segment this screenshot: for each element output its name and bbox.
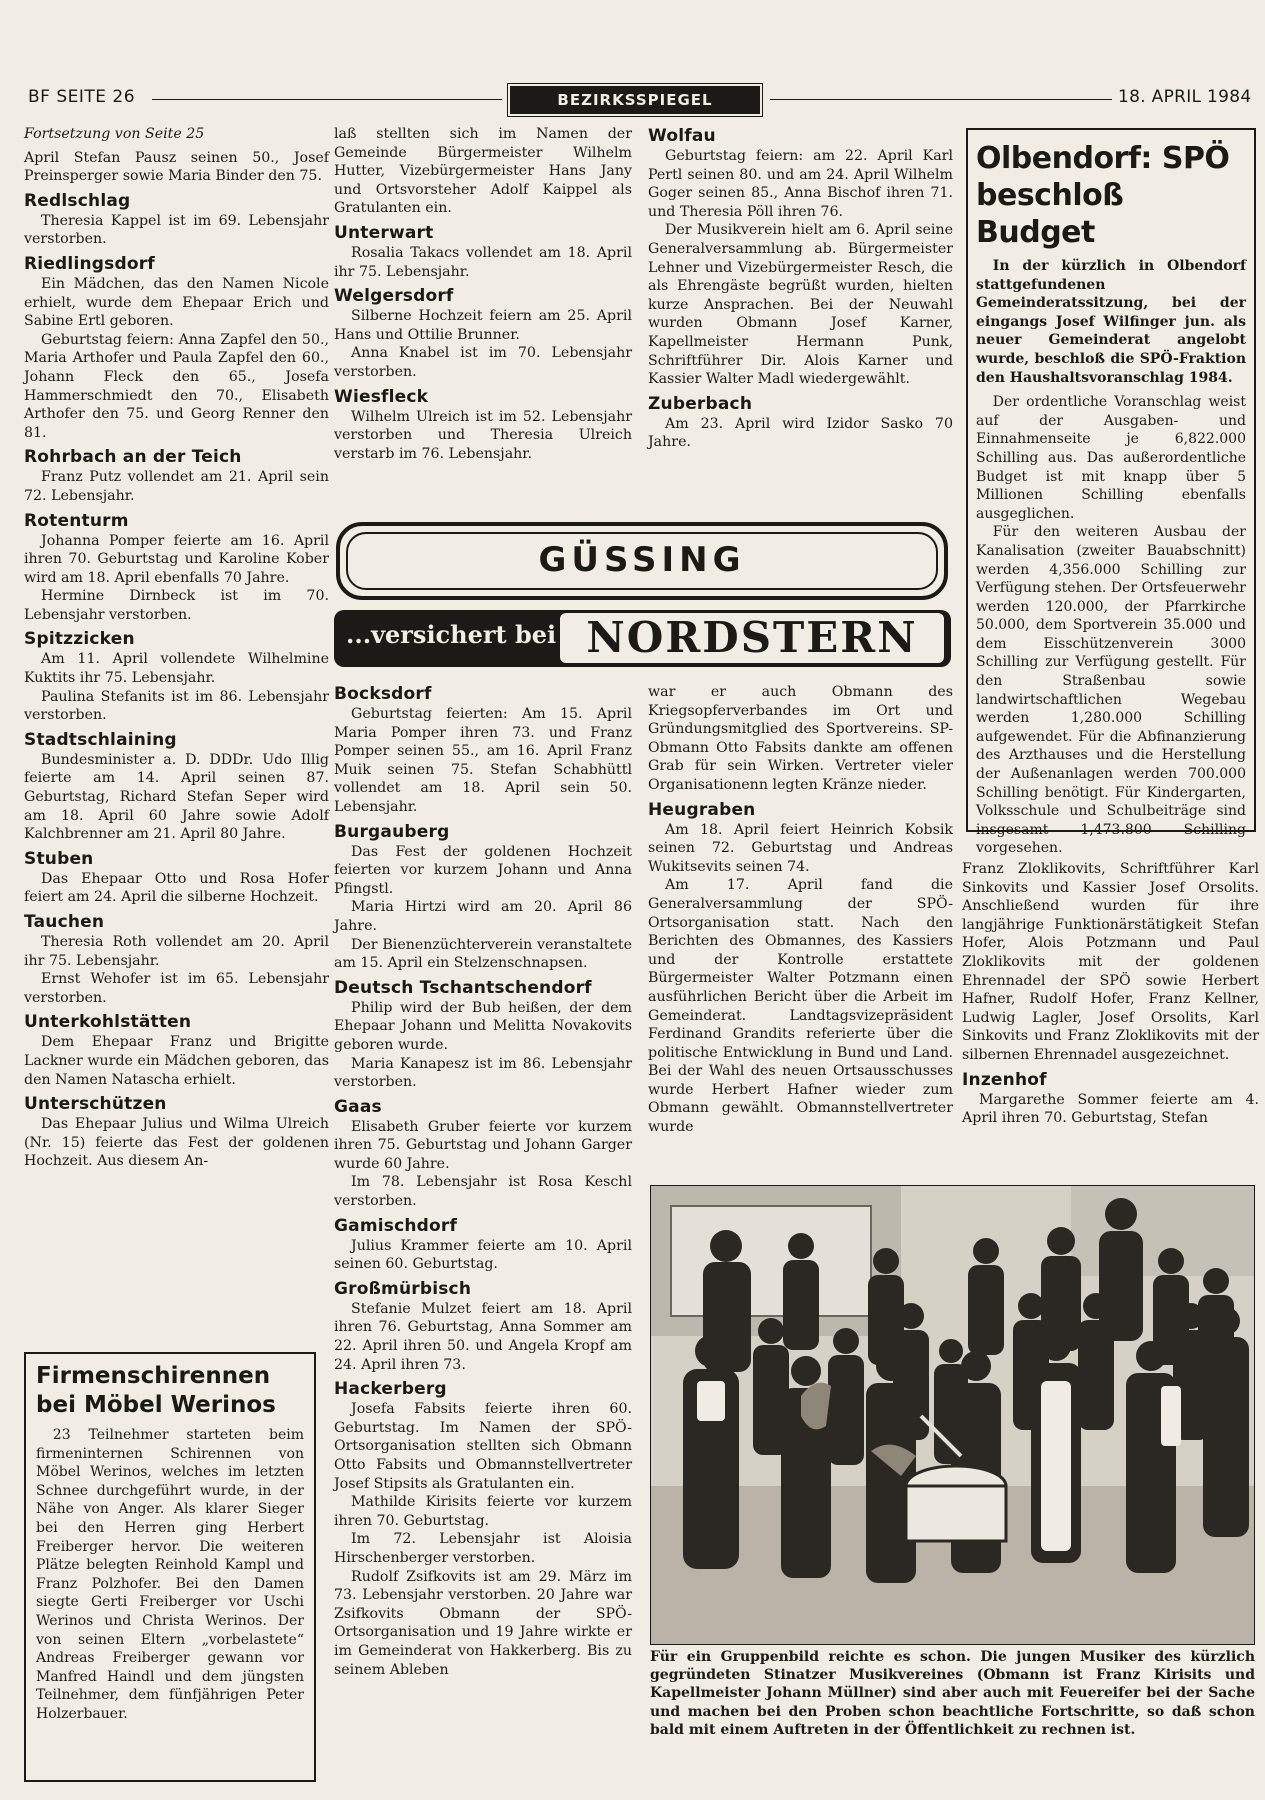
place-heading: Riedlingsdorf: [24, 253, 155, 274]
column-3: [648, 125, 953, 452]
continuation-note: Fortsetzung von Seite 25: [24, 126, 205, 142]
article-paragraph: Paulina Stefanits ist im 86. Lebensjahr verstorben.: [24, 688, 329, 724]
article-paragraph: Das Fest der goldenen Hochzeit feierten vor kurzem Johann und Anna Pfingstl.: [334, 843, 632, 897]
place-heading: Tauchen: [24, 912, 105, 932]
article-paragraph: Am 18. April feiert Heinrich Kobsik seinen 72. Geburtstag und Andreas Wukitsevits seinen 74.: [648, 821, 953, 875]
article-paragraph: Maria Kanapesz ist im 86. Lebensjahr verstorben.: [334, 1055, 632, 1091]
issue-date: 18. APRIL 1984: [1118, 87, 1252, 107]
place-heading: Burgauberg: [334, 821, 450, 842]
article-paragraph: Johanna Pomper feierte am 16. April ihren 70. Geburtstag und Karoline Kober wird am 18. April ebenfalls 70 Jahre.: [24, 532, 329, 586]
page-label: BF SEITE 26: [28, 87, 136, 107]
article-paragraph: Stefanie Mulzet feiert am 18. April ihren 76. Geburtstag, Anna Sommer am 22. April ihren 50. und Angela Kropf am 24. April ihren 73.: [334, 1300, 632, 1373]
article-paragraph: Am 23. April wird Izidor Sasko 70 Jahre.: [648, 415, 953, 451]
place-heading: Wolfau: [648, 126, 716, 146]
article-paragraph: Der ordentliche Voranschlag weist auf der Ausgaben- und Einnahmenseite je 6,822.000 Schilling aus. Das außerordentliche Budget ist mit knapp über 5 Millionen Schilling ebenfalls ausgeglichen.: [976, 394, 1246, 522]
article-paragraph: Der Musikverein hielt am 6. April seine Generalversammlung ab. Bürgermeister Lehner und Vizebürgermeister Resch, die als Ehrengäste begrüßt wurden, hielten kurze Ansprachen. Bei der Neuwahl wurden Obmann Josef Karner, Kapellmeister Hermann Punk, Schriftführer Dir. Alois Karner und Kassier Walter Madl wiedergewählt.: [648, 222, 953, 388]
article-paragraph: April Stefan Pausz seinen 50., Josef Preinsperger sowie Maria Binder den 75.: [24, 149, 329, 185]
place-heading: Unterschützen: [24, 1094, 167, 1115]
column-1: [24, 125, 329, 1171]
article-paragraph: Das Ehepaar Julius und Wilma Ulreich (Nr. 15) feierte das Fest der goldenen Hochzeit. Aus diesem An-: [24, 1116, 329, 1170]
ad-bar: [334, 610, 951, 667]
header-rule-left: [152, 99, 502, 100]
column-2: [334, 125, 632, 463]
article-paragraph: Theresia Kappel ist im 69. Lebensjahr verstorben.: [24, 212, 329, 248]
group-photo: [650, 1185, 1255, 1645]
article-paragraph: laß stellten sich im Namen der Gemeinde Bürgermeister Wilhelm Hutter, Vizebürgermeister Hans Jany und Ortsvorsteher Adolf Kaippel als Gratulanten ein.: [334, 126, 632, 217]
article-paragraph: Geburtstag feiern: am 22. April Karl Pertl seinen 80. und am 24. April Wilhelm Goger seinen 85., Anna Bischof ihren 71. und Theresia Pöll ihren 76.: [648, 148, 953, 220]
article-paragraph: Ernst Wehofer ist im 65. Lebensjahr verstorben.: [24, 971, 329, 1006]
place-heading: Heugraben: [648, 799, 756, 820]
place-heading: Spitzzicken: [24, 629, 135, 650]
article-paragraph: 23 Teilnehmer starteten beim firmeninternen Schirennen von Möbel Werinos, welches im letzten Schnee durchgeführt wurde, in der Nähe von Anger. Als klarer Sieger bei den Herren ging Herbert Freiberger hervor. Die weiteren Plätze belegten Reinhold Kampl und Franz Polzhofer. Bei den Damen siegte Gerti Freiberger vor Uschi Werinos und Christa Werinos. Der von seinen Eltern „vorbelastete“ Andreas Freiberger gewann vor Manfred Haindl und dem jüngsten Teilnehmer, dem fünfjährigen Peter Holzerbauer.: [36, 1427, 304, 1722]
article-paragraph: Anna Knabel ist im 70. Lebensjahr verstorben.: [334, 345, 632, 380]
article-paragraph: Im 72. Lebensjahr ist Aloisia Hirschenberger verstorben.: [334, 1531, 632, 1566]
article-paragraph: Im 78. Lebensjahr ist Rosa Keschl verstorben.: [334, 1174, 632, 1210]
place-heading: Stadtschlaining: [24, 729, 177, 750]
article-paragraph: war er auch Obmann des Kriegsopferverbandes im Ort und Gründungsmitglied des Sportvereins. SP-Obmann Otto Fabsits dankte am offenen Grab für sein Wirken. Vertreter vieler Organisationenn legten Kränze nieder.: [648, 684, 953, 793]
header-rule-right: [770, 99, 1112, 100]
ad-tagline: ...versichert bei: [346, 620, 557, 649]
article-paragraph: Für den weiteren Ausbau der Kanalisation (zweiter Bauabschnitt) werden 4,356.000 Schilling zur Verfügung stehen. Der Ortsfeuerwehr werden 120.000, der Pfarrkirche 50.000, dem Sportverein 35.000 und dem Eisschützenverein 3000 Schilling zur Verfügung gestellt. Für den Straßenbau sowie landwirtschaftlichen Wegebau werden 1,280.000 Schilling aufgewendet. Für die Abfinanzierung des Arzthauses und die Herstellung der Außenanlagen werden 700.000 Schilling benötigt. Für Kindergarten, Volksschule und Schulbeiträge sind insgesamt 1,473.800 Schilling vorgesehen.: [976, 524, 1246, 857]
place-heading: Redlschlag: [24, 190, 131, 211]
article-paragraph: Der Bienenzüchterverein veranstaltete am 15. April ein Stelzenschnapsen.: [334, 936, 632, 972]
article-paragraph: Julius Krammer feierte am 10. April seinen 60. Geburtstag.: [334, 1237, 632, 1273]
place-heading: Wiesfleck: [334, 386, 429, 407]
group-photo-image: [651, 1186, 1255, 1645]
place-heading: Hackerberg: [334, 1379, 447, 1400]
place-heading: Gaas: [334, 1096, 382, 1117]
article-paragraph: Rosalia Takacs vollendet am 18. April ihr 75. Lebensjahr.: [334, 244, 632, 280]
place-heading: Rohrbach an der Teich: [24, 447, 242, 468]
box-title: Olbendorf: SPÖ beschloß Budget: [976, 141, 1230, 250]
box-title: Firmenschirennen bei Möbel Werinos: [36, 1363, 276, 1418]
article-paragraph: Am 11. April vollendete Wilhelmine Kuktits ihr 75. Lebensjahr.: [24, 651, 329, 687]
box-lead: In der kürzlich in Olbendorf stattgefundenen Gemeinderatssitzung, bei der eingangs Josef Wilfinger jun. als neuer Gemeinderat angelobt wurde, beschloß die SPÖ-Fraktion den Haushaltsvoranschlag 1984.: [976, 258, 1246, 386]
article-paragraph: Mathilde Kirisits feierte vor kurzem ihren 70. Geburtstag.: [334, 1494, 632, 1529]
article-paragraph: Theresia Roth vollendet am 20. April ihr 75. Lebensjahr.: [24, 934, 329, 969]
article-paragraph: Ein Mädchen, das den Namen Nicole erhielt, wurde dem Ehepaar Erich und Sabine Ertl geboren.: [24, 275, 329, 330]
article-paragraph: Philip wird der Bub heißen, der dem Ehepaar Johann und Melitta Novakovits geboren wurde.: [334, 999, 632, 1053]
column-4-lower: [962, 860, 1259, 1128]
ad-brand: NORDSTERN: [560, 613, 944, 663]
nordstern-ad: [334, 522, 951, 667]
place-heading: Inzenhof: [962, 1069, 1047, 1090]
ad-region: GÜSSING: [346, 532, 938, 590]
place-heading: Stuben: [24, 848, 94, 869]
firmenschirennen-box: [24, 1352, 316, 1782]
article-paragraph: Das Ehepaar Otto und Rosa Hofer feiert am 24. April die silberne Hochzeit.: [24, 870, 329, 906]
article-paragraph: Geburtstag feiern: Anna Zapfel den 50., Maria Arthofer und Paula Zapfel den 60., Johann Fleck den 65., Josefa Hammerschmiedt den 70., Elisabeth Arthofer den 75. und Georg Renner den 81.: [24, 331, 329, 441]
place-heading: Unterkohlstätten: [24, 1012, 192, 1033]
article-paragraph: Margarethe Sommer feierte am 4. April ihren 70. Geburtstag, Stefan: [962, 1091, 1259, 1127]
article-paragraph: Silberne Hochzeit feiern am 25. April Hans und Ottilie Brunner.: [334, 308, 632, 343]
article-paragraph: Franz Putz vollendet am 21. April sein 72. Lebensjahr.: [24, 469, 329, 504]
article-paragraph: Bundesminister a. D. DDDr. Udo Illig feierte am 14. April seinen 87. Geburtstag, Richard Stefan Seper wird am 18. April 60 Jahre sowie Adolf Kalchbrenner am 21. April 80 Jahre.: [24, 751, 329, 843]
column-2-lower: [334, 683, 632, 1679]
place-heading: Großmürbisch: [334, 1278, 472, 1299]
article-paragraph: Wilhelm Ulreich ist im 52. Lebensjahr verstorben und Theresia Ulreich verstarb im 76. Lebensjahr.: [334, 408, 632, 462]
photo-caption: Für ein Gruppenbild reichte es schon. Die jungen Musiker des kürzlich gegründeten Stinatzer Musikvereines (Obmann ist Franz Kirisits und Kapellmeister Johann Müllner) sind aber auch mit Feuereifer bei der Sache und machen bei den Proben schon beachtliche Fortschritte, so daß schon bald mit einem Auftreten in der Öffentlichkeit zu rechnen ist.: [650, 1649, 1255, 1738]
article-paragraph: Elisabeth Gruber feierte vor kurzem ihren 75. Geburtstag und Johann Garger wurde 60 Jahre.: [334, 1118, 632, 1172]
section-banner: BEZIRKSSPIEGEL: [510, 86, 760, 114]
article-paragraph: Geburtstag feierten: Am 15. April Maria Pomper ihren 73. und Franz Pomper seinen 55., am 16. April Franz Muik seinen 75. Stefan Schabhüttl vollendet am 18. April sein 50. Lebensjahr.: [334, 706, 632, 815]
article-paragraph: Hermine Dirnbeck ist im 70. Lebensjahr verstorben.: [24, 588, 329, 623]
olbendorf-budget-box: [966, 128, 1256, 857]
ad-region-frame: [336, 522, 948, 600]
column-3-lower: [648, 683, 953, 1137]
place-heading: Welgersdorf: [334, 286, 454, 307]
place-heading: Gamischdorf: [334, 1215, 458, 1236]
place-heading: Bocksdorf: [334, 684, 432, 704]
place-heading: Zuberbach: [648, 393, 753, 414]
article-paragraph: Dem Ehepaar Franz und Brigitte Lackner wurde ein Mädchen geboren, das den Namen Natascha erhielt.: [24, 1034, 329, 1088]
place-heading: Rotenturm: [24, 510, 129, 531]
article-paragraph: Josefa Fabsits feierte ihren 60. Geburtstag. Im Namen der SPÖ-Ortsorganisation stellten sich Obmann Otto Fabsits und Obmannstellvertreter Josef Stipsits als Gratulanten ein.: [334, 1401, 632, 1492]
place-heading: Deutsch Tschantschendorf: [334, 977, 592, 998]
article-paragraph: Franz Zloklikovits, Schriftführer Karl Sinkovits und Kassier Josef Orsolits. Anschließend wurden für ihre langjährige Funktionärstätigkeit Stefan Hofer, Alois Potzmann und Paul Zloklikovits mit der goldenen Ehrennadel der SPÖ sowie Herbert Hafner, Rudolf Hofer, Franz Kellner, Ludwig Lagler, Josef Orsolits, Karl Sinkovits und Franz Zloklikovits mit der silbernen Ehrennadel ausgezeichnet.: [962, 861, 1259, 1063]
article-paragraph: Maria Hirtzi wird am 20. April 86 Jahre.: [334, 899, 632, 934]
place-heading: Unterwart: [334, 222, 434, 243]
article-paragraph: Am 17. April fand die Generalversammlung der SPÖ-Ortsorganisation statt. Nach den Berichten des Obmannes, des Kassiers und der Kontrolle erstattete Bürgermeister Walter Potzmann einen ausführlichen Bericht über die Arbeit im Gemeinderat. Landtagsvizepräsident Ferdinand Grandits referierte über die politische Entwicklung in Bund und Land. Bei der Wahl des neuen Ortsausschusses wurde Herbert Hafner wieder zum Obmann gewählt. Obmannstellvertreter wurde: [648, 877, 953, 1136]
article-paragraph: Rudolf Zsifkovits ist am 29. März im 73. Lebensjahr verstorben. 20 Jahre war Zsifkovits Obmann der SPÖ-Ortsorganisation und 19 Jahre wirkte er im Gemeinderat von Hakkerberg. Bis zu seinem Ableben: [334, 1568, 632, 1678]
